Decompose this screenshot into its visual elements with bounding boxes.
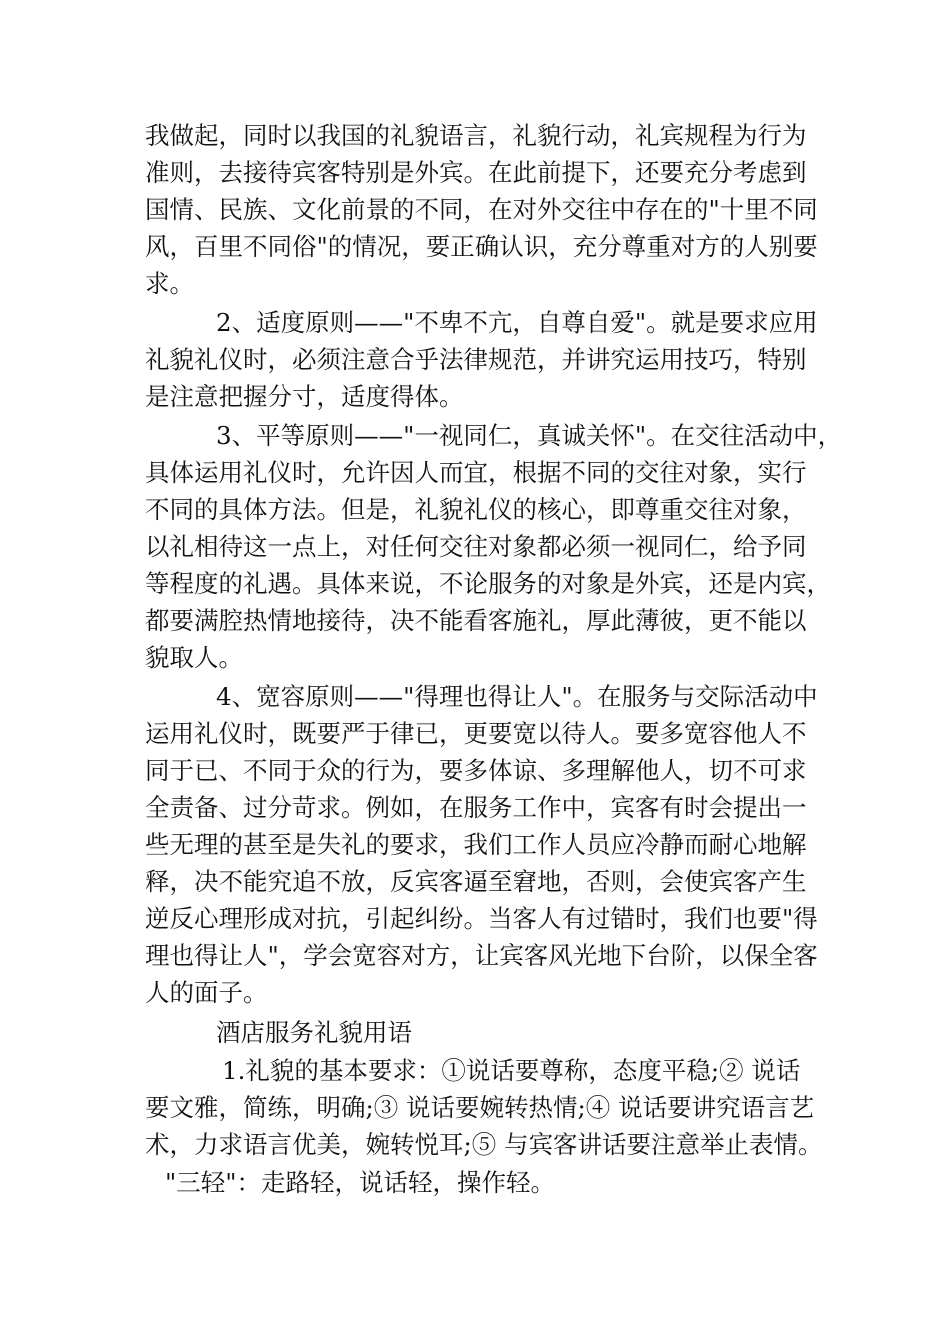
section-heading: 酒店服务礼貌用语 <box>216 1018 412 1047</box>
text-line: 运用礼仪时，既要严于律已，更要宽以待人。要多宽容他人不 <box>145 719 807 748</box>
text-line: 要文雅，简练，明确;③ 说话要婉转热情;④ 说话要讲究语言艺 <box>145 1093 815 1122</box>
text-line: 礼貌礼仪时，必须注意合乎法律规范，并讲究运用技巧，特别 <box>145 345 807 374</box>
text-line: 理也得让人"，学会宽容对方，让宾客风光地下台阶，以保全客 <box>145 941 818 970</box>
text-line: 些无理的甚至是失礼的要求，我们工作人员应冷静而耐心地解 <box>145 830 807 859</box>
text-line: 同于已、不同于众的行为，要多体谅、多理解他人，切不可求 <box>145 756 807 785</box>
text-line: 逆反心理形成对抗，引起纠纷。当客人有过错时，我们也要"得 <box>145 904 818 933</box>
text-line: 术，力求语言优美，婉转悦耳;⑤ 与宾客讲话要注意举止表情。 <box>145 1130 823 1159</box>
text-line: 2、适度原则——"不卑不亢，自尊自爱"。就是要求应用 <box>216 308 818 337</box>
text-line: "三轻"：走路轻，说话轻，操作轻。 <box>165 1168 556 1197</box>
text-line: 国情、民族、文化前景的不同，在对外交往中存在的"十里不同 <box>145 195 818 224</box>
text-line: 我做起，同时以我国的礼貌语言，礼貌行动，礼宾规程为行为 <box>145 121 807 150</box>
text-line: 貌取人。 <box>145 643 243 672</box>
text-line: 4、宽容原则——"得理也得让人"。在服务与交际活动中 <box>216 682 818 711</box>
text-line: 1.礼貌的基本要求：①说话要尊称，态度平稳;② 说话 <box>222 1056 801 1085</box>
text-line: 释，决不能究追不放，反宾客逼至窘地，否则，会使宾客产生 <box>145 867 807 896</box>
text-line: 以礼相待这一点上，对任何交往对象都必须一视同仁，给予同 <box>145 532 807 561</box>
text-line: 不同的具体方法。但是，礼貌礼仪的核心，即尊重交往对象， <box>145 495 807 524</box>
text-line: 风，百里不同俗"的情况，要正确认识，充分尊重对方的人别要 <box>145 232 818 261</box>
text-line: 都要满腔热情地接待，决不能看客施礼，厚此薄彼，更不能以 <box>145 606 807 635</box>
text-line: 是注意把握分寸，适度得体。 <box>145 382 464 411</box>
text-line: 等程度的礼遇。具体来说，不论服务的对象是外宾，还是内宾， <box>145 569 831 598</box>
text-line: 准则，去接待宾客特别是外宾。在此前提下，还要充分考虑到 <box>145 158 807 187</box>
text-line: 求。 <box>145 269 194 298</box>
text-line: 人的面子。 <box>145 978 268 1007</box>
text-line: 3、平等原则——"一视同仁，真诚关怀"。在交往活动中， <box>216 421 843 450</box>
text-line: 具体运用礼仪时，允许因人而宜，根据不同的交往对象，实行 <box>145 458 807 487</box>
text-line: 全责备、过分苛求。例如，在服务工作中，宾客有时会提出一 <box>145 793 807 822</box>
